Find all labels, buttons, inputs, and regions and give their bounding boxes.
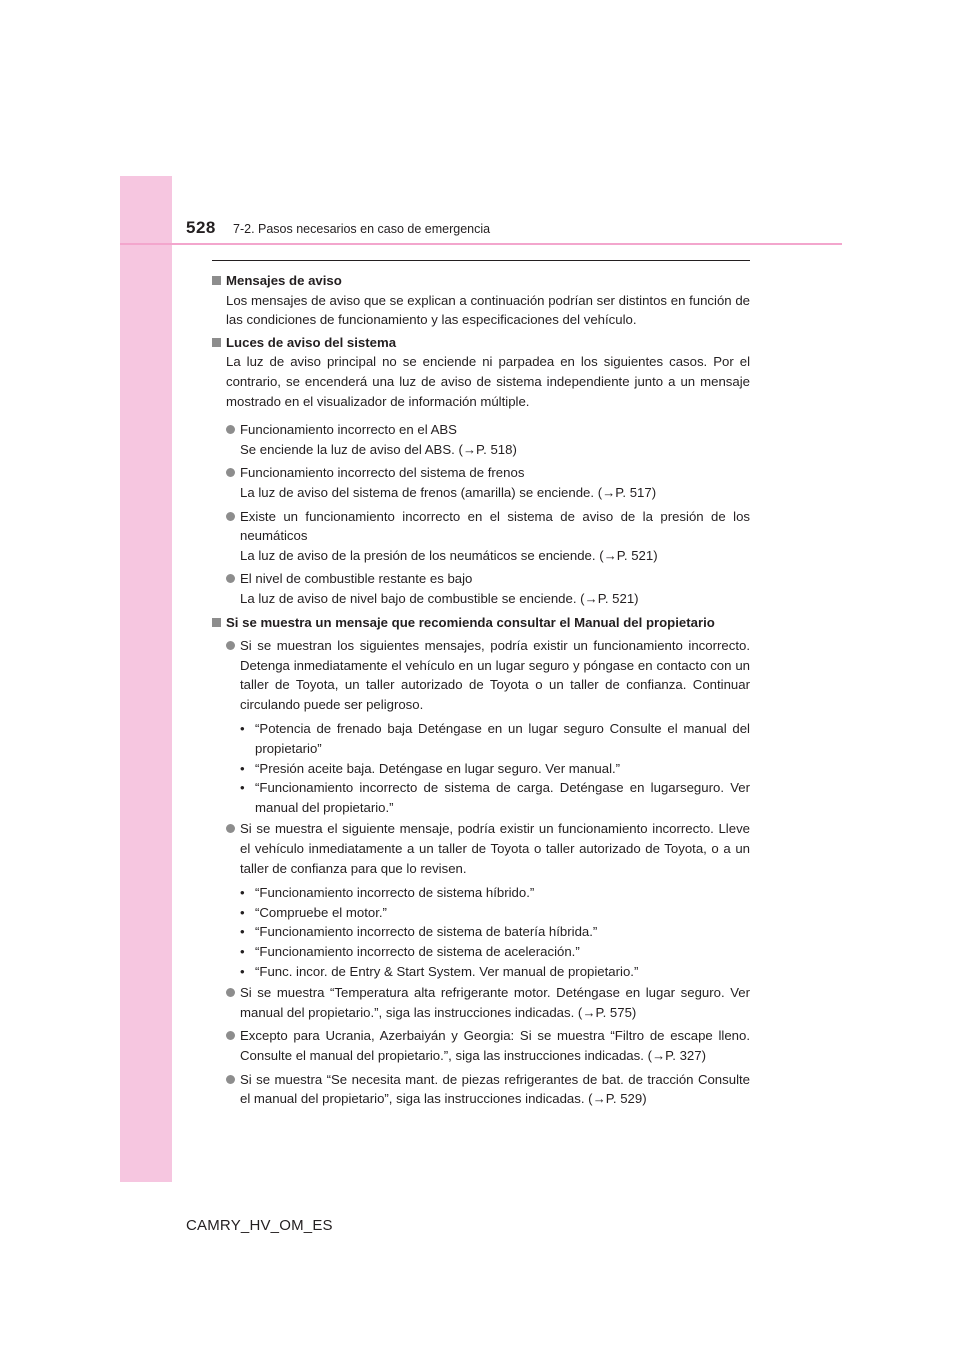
paragraph-mensajes: Los mensajes de aviso que se explican a continuación podrían ser distintos en función de las condiciones de funcionamiento y las especificaciones del vehículo. bbox=[226, 292, 750, 328]
section-title: 7-2. Pasos necesarios en caso de emergencia bbox=[233, 222, 491, 236]
circle-bullet-icon bbox=[226, 824, 235, 833]
paragraph-luces: La luz de aviso principal no se enciende ni parpadea en los siguientes casos. Por el contrario, se encenderá una luz de aviso de sistema independiente junto a un mensaje mostrado en el visualizador de información múltiple. bbox=[226, 354, 750, 409]
list-item: Excepto para Ucrania, Azerbaiyán y Georgia: Si se muestra “Filtro de escape lleno. Consulte el manual del propietario.”, siga las instrucciones indicadas. (→P. 327) bbox=[212, 1026, 750, 1065]
dash-item: • “Funcionamiento incorrecto de sistema de aceleración.” bbox=[240, 944, 580, 959]
square-bullet-icon bbox=[212, 618, 221, 627]
circle-bullet-icon bbox=[226, 1031, 235, 1040]
dash-item: • “Funcionamiento incorrecto de sistema de batería híbrida.” bbox=[240, 924, 598, 940]
dash-item: • “Func. incor. de Entry & Start System. Ver manual de propietario.” bbox=[240, 963, 639, 979]
heading-mensajes: Mensajes de aviso bbox=[212, 271, 750, 291]
page-content bbox=[212, 268, 750, 1109]
square-bullet-icon bbox=[212, 338, 221, 347]
dash-item: • “Potencia de frenado baja Deténgase en un lugar seguro Consulte el manual del propietario” bbox=[240, 721, 750, 757]
dash-item: • “Presión aceite baja. Deténgase en lugar seguro. Ver manual.” bbox=[240, 760, 621, 776]
document-code: CAMRY_HV_OM_ES bbox=[186, 1217, 333, 1234]
content-top-rule bbox=[212, 260, 750, 261]
page-number: 528 bbox=[186, 218, 216, 237]
chapter-sidebar-tab bbox=[120, 176, 172, 1182]
circle-bullet-icon bbox=[226, 1075, 235, 1084]
circle-bullet-icon bbox=[226, 641, 235, 650]
list-item: Si se muestra el siguiente mensaje, podría existir un funcionamiento incorrecto. Lleve el vehículo inmediatamente a un taller de Toyota o taller autorizado de Toyota, o a un taller de confianza para que lo revisen. bbox=[212, 819, 750, 878]
circle-bullet-icon bbox=[226, 988, 235, 997]
circle-bullet-icon bbox=[226, 425, 235, 434]
list-item: Si se muestra “Se necesita mant. de piezas refrigerantes de bat. de tracción Consulte el manual del propietario”, siga las instrucciones indicadas. (→P. 529) bbox=[212, 1070, 750, 1109]
circle-bullet-icon bbox=[226, 574, 235, 583]
list-item: Si se muestran los siguientes mensajes, podría existir un funcionamiento incorrecto. Detenga inmediatamente el vehículo en un lugar seguro y póngase en contacto con un taller de Toyota, un taller autorizado de Toyota o un taller de confianza. Continuar circulando puede ser peligroso. bbox=[212, 636, 750, 714]
dash-item: • “Funcionamiento incorrecto de sistema híbrido.” bbox=[240, 885, 535, 901]
circle-bullet-icon bbox=[226, 512, 235, 521]
dash-item: • “Compruebe el motor.” bbox=[240, 904, 387, 920]
list-item: Existe un funcionamiento incorrecto en el sistema de aviso de la presión de los neumáticos La luz de aviso de la presión de los neumáticos se enciende. (→P. 521) bbox=[212, 507, 750, 566]
list-item: El nivel de combustible restante es bajo La luz de aviso de nivel bajo de combustible se enciende. (→P. 521) bbox=[212, 569, 750, 608]
list-item: Funcionamiento incorrecto en el ABS Se enciende la luz de aviso del ABS. (→P. 518) bbox=[212, 420, 750, 459]
heading-luces: Luces de aviso del sistema bbox=[212, 333, 750, 353]
header-rule bbox=[120, 243, 842, 245]
dash-item: • “Funcionamiento incorrecto de sistema de carga. Deténgase en lugarseguro. Ver manual del propietario.” bbox=[240, 780, 750, 815]
square-bullet-icon bbox=[212, 276, 221, 285]
list-item: Si se muestra “Temperatura alta refrigerante motor. Deténgase en lugar seguro. Ver manual del propietario.”, siga las instrucciones indicadas. (→P. 575) bbox=[212, 983, 750, 1022]
circle-bullet-icon bbox=[226, 468, 235, 477]
list-item: Funcionamiento incorrecto del sistema de frenos La luz de aviso del sistema de frenos (amarilla) se enciende. (→P. 517) bbox=[212, 463, 750, 502]
heading-manual: Si se muestra un mensaje que recomienda consultar el Manual del propietario bbox=[212, 613, 750, 633]
